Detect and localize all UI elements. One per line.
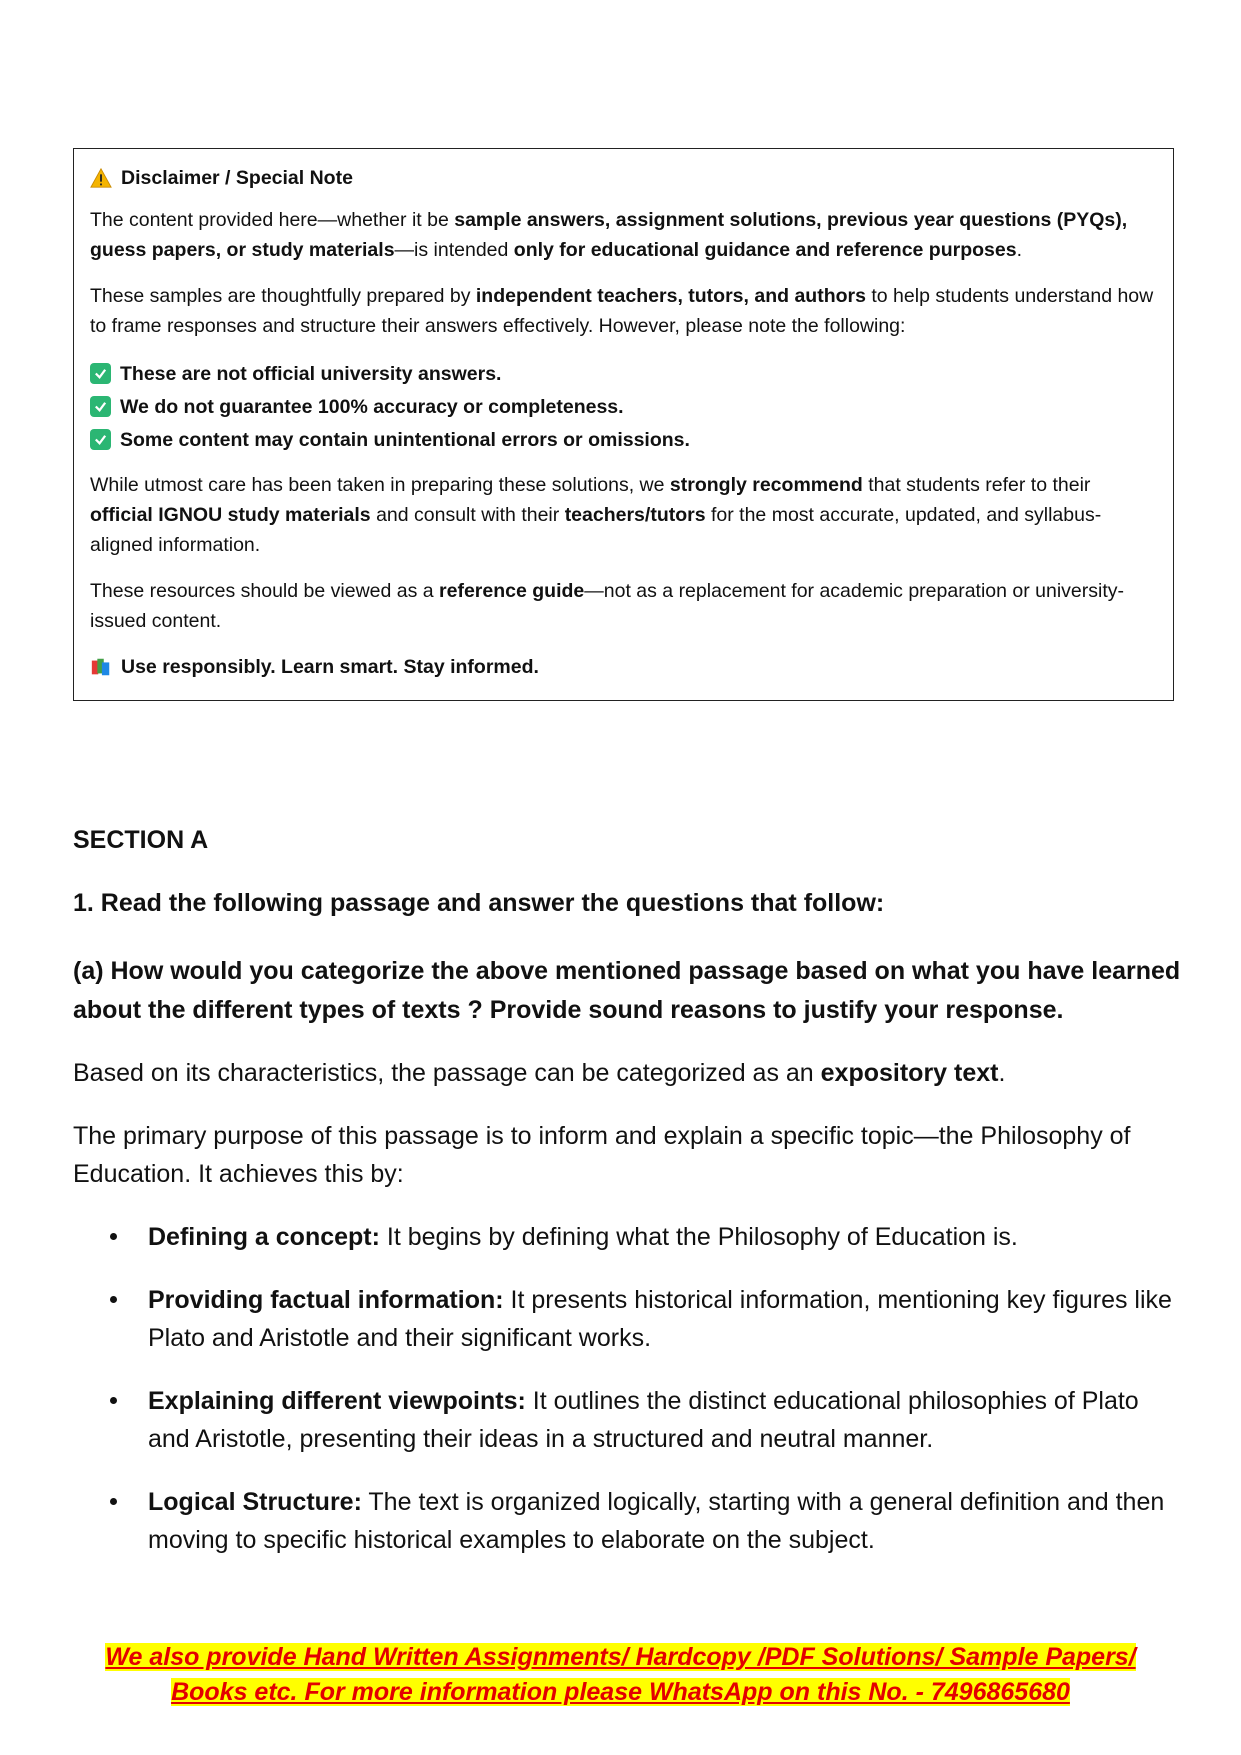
text: —is intended (394, 239, 514, 261)
check-item (90, 423, 1157, 456)
check-item-text: These are not official university answers. (120, 362, 502, 385)
question-1: 1. Read the following passage and answer the questions that follow: (73, 889, 885, 917)
disclaimer-heading (90, 163, 1157, 193)
bullet-text: It presents historical information, mentioning key figures like Plato and Aristotle and their significant works. (148, 1286, 1172, 1352)
section-heading: SECTION A (73, 826, 209, 854)
disclaimer-title: Disclaimer / Special Note (121, 167, 353, 189)
disclaimer-paragraph-3 (90, 470, 1157, 560)
check-item-text: Some content may contain unintentional errors or omissions. (120, 428, 690, 451)
disclaimer-paragraph-1 (90, 205, 1157, 265)
check-item (90, 390, 1157, 423)
bold-text: strongly recommend (669, 474, 863, 496)
text: . (1016, 239, 1023, 261)
text: The content provided here—whether it be (90, 209, 455, 231)
bold-text: reference guide (439, 580, 585, 602)
list-item (73, 1483, 1173, 1559)
bullet-dot (110, 1233, 117, 1240)
bullet-dot (110, 1397, 117, 1404)
bullet-text: It begins by defining what the Philosophy of Education is. (379, 1223, 1018, 1251)
text: —not as a replacement for academic preparation or university-issued content. (90, 580, 1125, 632)
checklist (90, 357, 1157, 456)
bold-text: sample answers, assignment solutions, previous year questions (PYQs), guess papers, or study materials (90, 209, 1128, 261)
check-item (90, 357, 1157, 390)
bullet-label: Defining a concept: (148, 1223, 380, 1251)
text: These resources should be viewed as a (90, 580, 440, 602)
check-item-text: We do not guarantee 100% accuracy or completeness. (120, 395, 624, 418)
text: These samples are thoughtfully prepared by (90, 285, 476, 307)
list-item (73, 1218, 1173, 1256)
promo-banner (0, 1640, 1241, 1710)
bold-text: expository text (820, 1059, 999, 1087)
disclaimer-footer (90, 652, 1157, 682)
bullet-label: Explaining different viewpoints: (148, 1387, 526, 1415)
bullet-list (73, 1218, 1173, 1584)
disclaimer-footer-text: Use responsibly. Learn smart. Stay informed. (121, 656, 539, 678)
question-a: (a) How would you categorize the above mentioned passage based on what you have learned about the different types of texts ? Provide sound reasons to justify your response. (73, 957, 1181, 1024)
check-mark-icon (90, 429, 111, 450)
list-item (73, 1382, 1173, 1458)
disclaimer-paragraph-2 (90, 281, 1157, 341)
bold-text: only for educational guidance and reference purposes (513, 239, 1017, 261)
books-icon (90, 656, 112, 678)
check-mark-icon (90, 363, 111, 384)
warning-icon (90, 167, 112, 189)
disclaimer-paragraph-4 (90, 576, 1157, 636)
bullet-label: Logical Structure: (148, 1488, 362, 1516)
bullet-text: The text is organized logically, starting with a general definition and then moving to specific historical examples to elaborate on the subject. (148, 1488, 1165, 1554)
text: to help students understand how to frame responses and structure their answers effectively. However, please note the following: (90, 285, 1154, 337)
text: that students refer to their (862, 474, 1091, 496)
bullet-text: It outlines the distinct educational philosophies of Plato and Aristotle, presenting their ideas in a structured and neutral manner. (148, 1387, 1139, 1453)
promo-line-2: Books etc. For more information please WhatsApp on this No. - 7496865680 (171, 1678, 1070, 1706)
bold-text: independent teachers, tutors, and authors (475, 285, 866, 307)
check-mark-icon (90, 396, 111, 417)
list-item (73, 1281, 1173, 1357)
bold-text: official IGNOU study materials (90, 504, 371, 526)
bullet-label: Providing factual information: (148, 1286, 504, 1314)
text: . (998, 1059, 1006, 1087)
answer-paragraph-1 (73, 1054, 1173, 1092)
bullet-dot (110, 1498, 117, 1505)
text: for the most accurate, updated, and syllabus-aligned information. (90, 504, 1102, 556)
text: and consult with their (370, 504, 565, 526)
answer-paragraph-2: The primary purpose of this passage is to inform and explain a specific topic—the Philosophy of Education. It achieves this by: (73, 1122, 1131, 1188)
bold-text: teachers/tutors (564, 504, 706, 526)
text: Based on its characteristics, the passage can be categorized as an (73, 1059, 821, 1087)
text: While utmost care has been taken in preparing these solutions, we (90, 474, 670, 496)
bullet-dot (110, 1296, 117, 1303)
promo-line-1: We also provide Hand Written Assignments/ Hardcopy /PDF Solutions/ Sample Papers/ (105, 1643, 1136, 1671)
disclaimer-box (73, 148, 1174, 701)
